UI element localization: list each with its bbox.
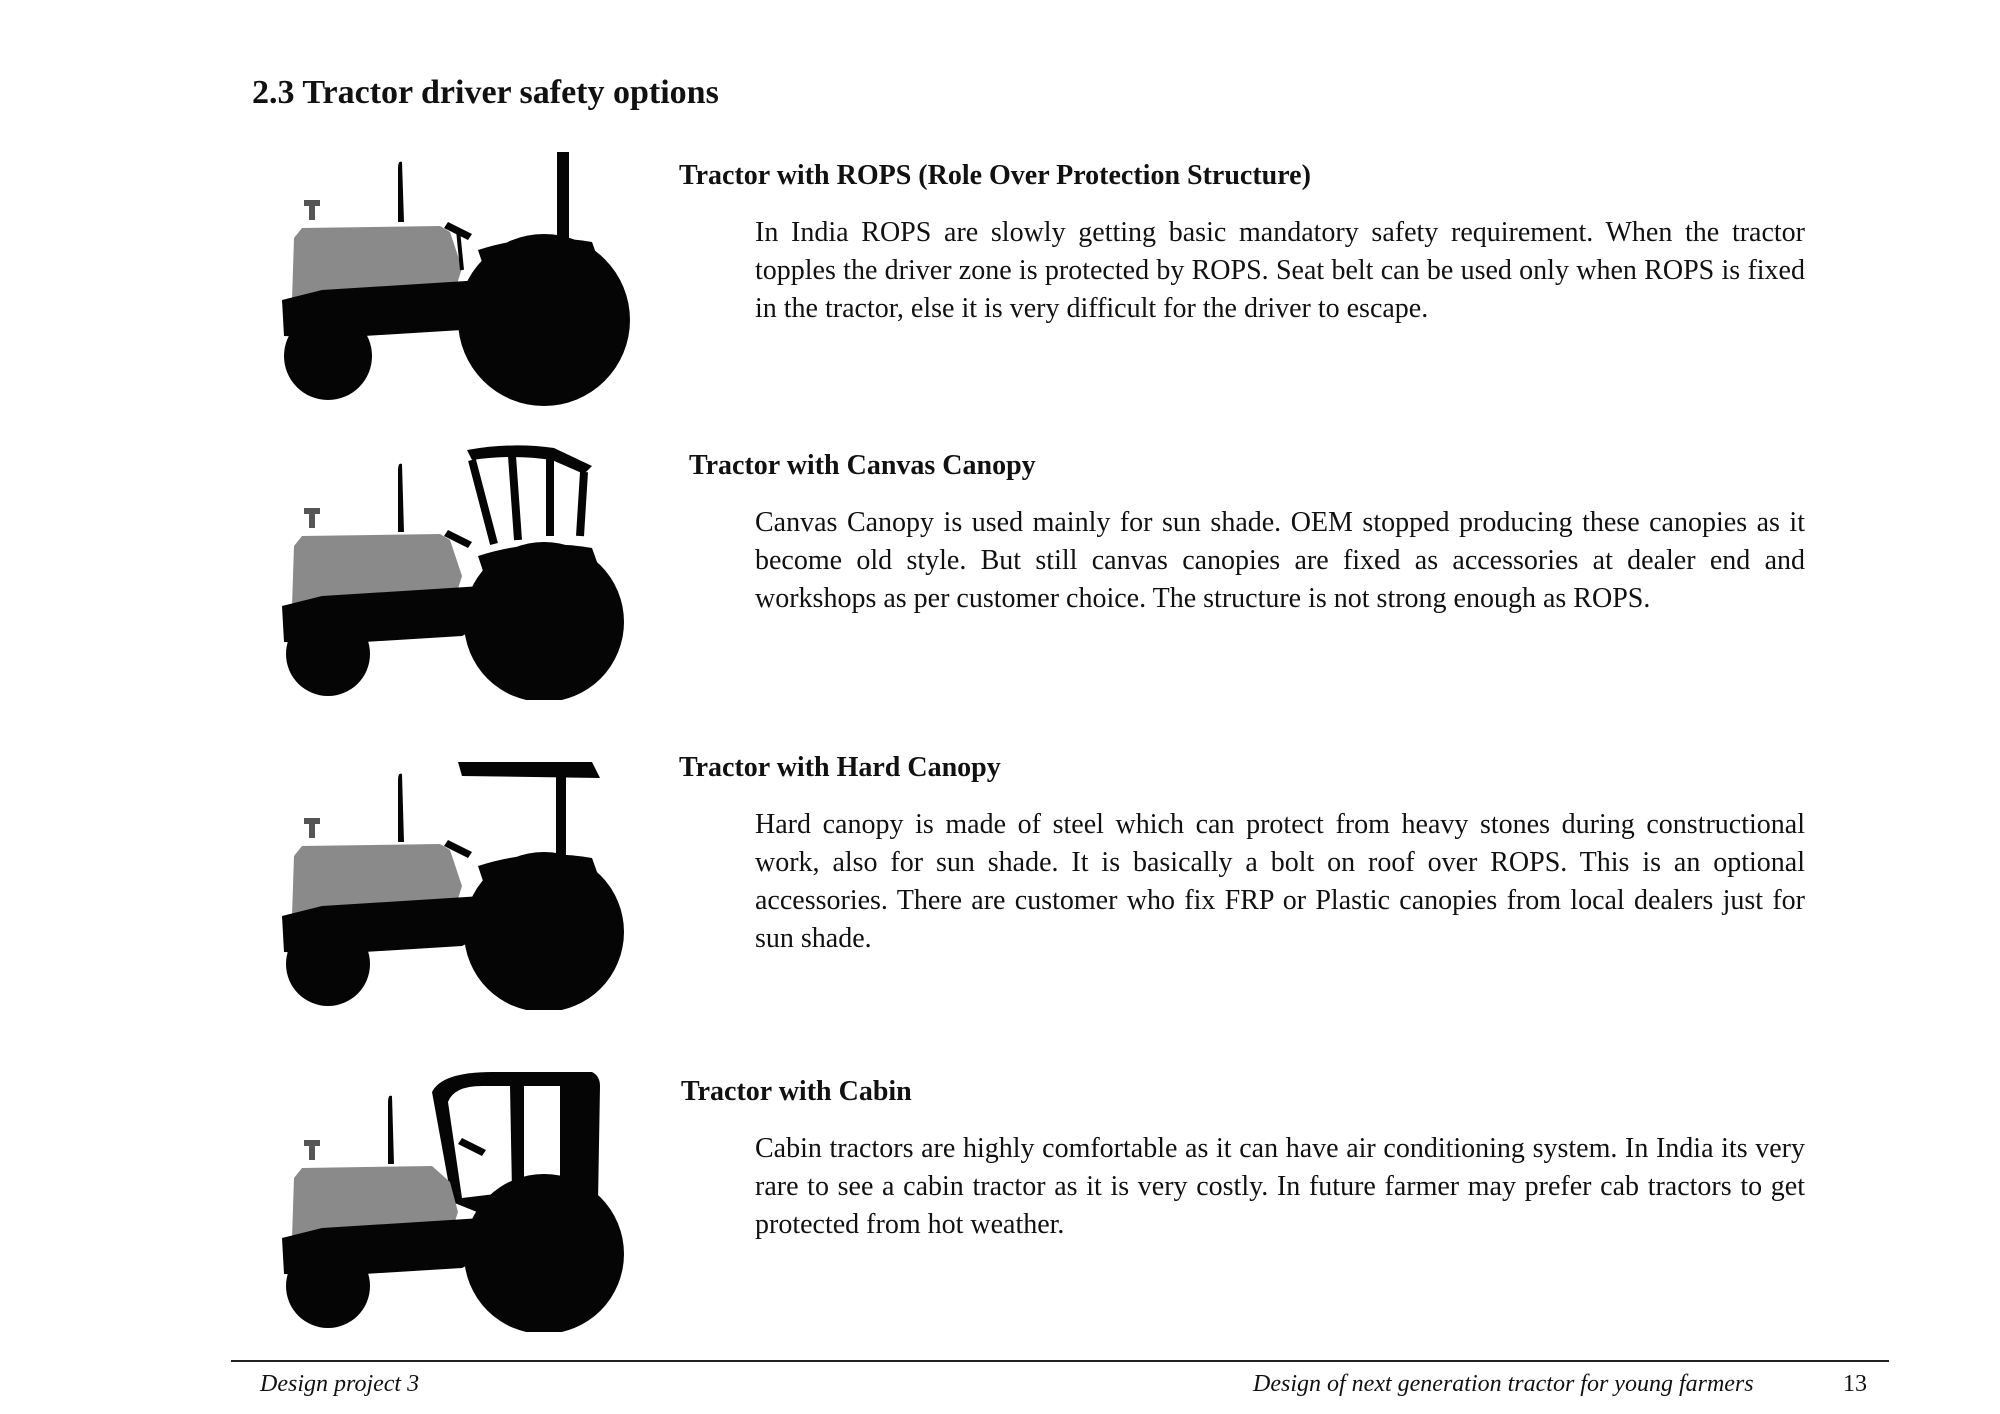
page-number: 13: [1843, 1371, 1867, 1397]
section-body-cabin: Cabin tractors are highly comfortable as it can have air conditioning system. In India its very rare to see a cabin tractor as it is very costly. In future farmer may prefer cab tractors to get protected from hot weather.: [755, 1133, 1805, 1240]
section-heading-cabin: Tractor with Cabin: [681, 1076, 912, 1107]
section-heading-canvas-canopy: Tractor with Canvas Canopy: [689, 450, 1036, 481]
tractor-hard-canopy-image: [262, 750, 630, 1010]
section-heading-hard-canopy: Tractor with Hard Canopy: [679, 752, 1001, 783]
section-body-canvas-canopy: Canvas Canopy is used mainly for sun shade. OEM stopped producing these canopies as it become old style. But still canvas canopies are fixed as accessories at dealer end and workshops as per customer choice. The structure is not strong enough as ROPS.: [755, 507, 1805, 614]
footer-project-name: Design project 3: [260, 1371, 420, 1397]
section-heading-rops: Tractor with ROPS (Role Over Protection Structure): [679, 160, 1311, 191]
footer-document-title: Design of next generation tractor for young farmers: [1253, 1371, 1754, 1397]
tractor-canvas-canopy-image: [262, 440, 630, 700]
section-body-hard-canopy: Hard canopy is made of steel which can protect from heavy stones during constructional work, also for sun shade. It is basically a bolt on roof over ROPS. This is an optional accessories. There are customer who fix FRP or Plastic canopies from local dealers just for sun shade.: [755, 809, 1805, 954]
tractor-rops-image: [262, 150, 630, 410]
page-title: 2.3 Tractor driver safety options: [252, 74, 719, 111]
tractor-cabin-image: [262, 1072, 630, 1332]
section-body-rops: In India ROPS are slowly getting basic mandatory safety requirement. When the tractor topples the driver zone is protected by ROPS. Seat belt can be used only when ROPS is fixed in the tractor, else it is very difficult for the driver to escape.: [755, 217, 1805, 324]
footer-divider: [231, 1360, 1889, 1362]
